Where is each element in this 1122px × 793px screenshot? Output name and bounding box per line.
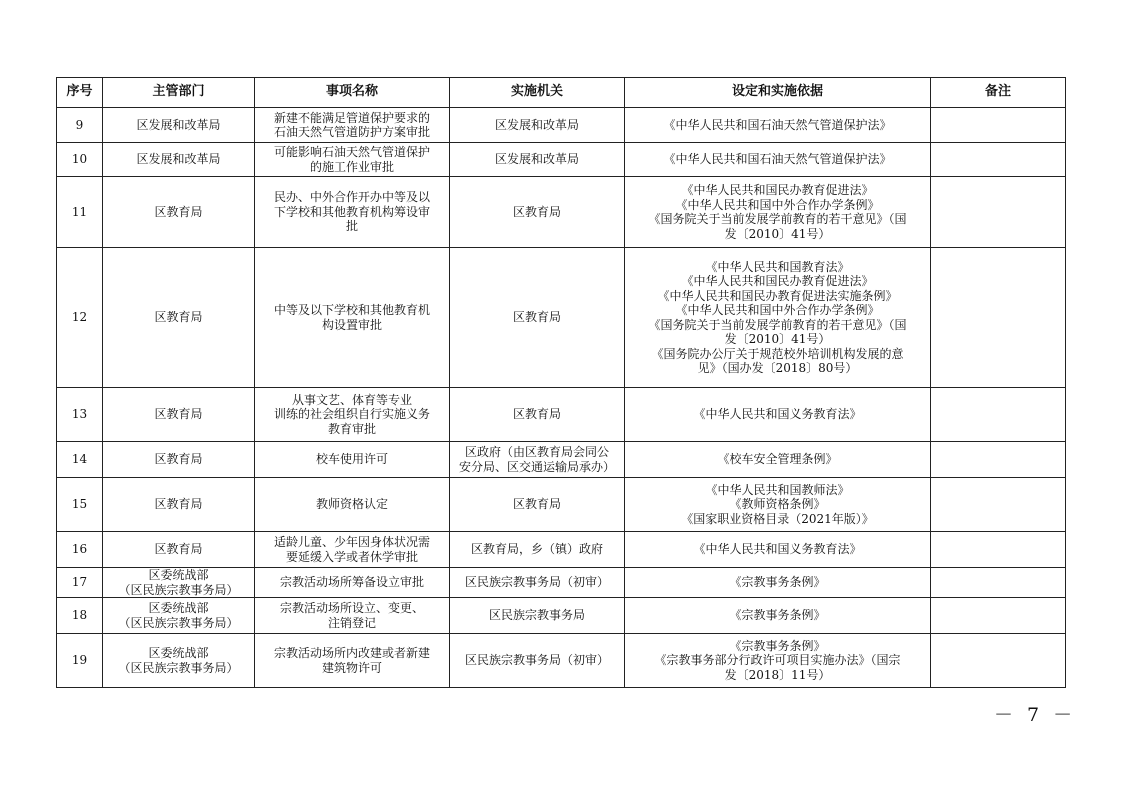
table-body: [57, 108, 1066, 688]
cell-line: 《宗教事务条例》: [729, 638, 826, 653]
cell-line: 区发展和改革局: [494, 152, 579, 167]
cell-line: 《中华人民共和国教育法》: [705, 259, 850, 274]
cell-line: 下学校和其他教育机构筹设审: [273, 204, 430, 219]
cell-line: 《中华人民共和国中外合作办学条例》: [675, 197, 880, 212]
cell-department: [103, 177, 255, 248]
cell-line: 见》（国办发〔2018〕80号）: [697, 361, 858, 375]
cell-remarks: [931, 388, 1066, 442]
cell-remarks: [931, 568, 1066, 598]
cell-basis: [625, 388, 931, 442]
cell-line: 区发展和改革局: [136, 117, 221, 132]
cell-line: 《中华人民共和国石油天然气管道保护法》: [663, 152, 892, 167]
cell-department: [103, 478, 255, 532]
table-row: [57, 478, 1066, 532]
cell-basis: [625, 532, 931, 568]
cell-line: 区教育局: [512, 310, 561, 325]
table-row: [57, 143, 1066, 177]
cell-department: [103, 143, 255, 177]
cell-index: 14: [57, 442, 103, 478]
cell-agency: [450, 108, 625, 143]
cell-department: [103, 634, 255, 688]
cell-line: 区委统战部: [148, 646, 209, 660]
cell-line: 发〔2018〕11号）: [724, 667, 831, 682]
cell-line: 区教育局: [154, 452, 203, 467]
cell-department: [103, 598, 255, 634]
header-basis: 设定和实施依据: [625, 78, 931, 108]
cell-item-name: [255, 248, 450, 388]
cell-index: 19: [57, 634, 103, 688]
cell-item-name: [255, 108, 450, 143]
cell-index: 13: [57, 388, 103, 442]
page-number: － 7 －: [994, 704, 1077, 726]
table-row: [57, 532, 1066, 568]
cell-index: 17: [57, 568, 103, 598]
cell-item-name: [255, 177, 450, 248]
cell-line: 《宗教事务条例》: [729, 608, 826, 623]
cell-line: 区教育局: [154, 542, 203, 557]
cell-line: 宗教活动场所筹备设立审批: [279, 575, 424, 590]
cell-line: 《宗教事务部分行政许可项目实施办法》（国宗: [654, 653, 901, 668]
cell-line: 《中华人民共和国民办教育促进法》: [681, 274, 874, 288]
table-row: [57, 568, 1066, 598]
cell-department: [103, 568, 255, 598]
cell-line: 《中华人民共和国民办教育促进法实施条例》: [657, 288, 898, 303]
cell-item-name: [255, 442, 450, 478]
cell-line: （区民族宗教事务局）: [118, 660, 239, 675]
header-agency: 实施机关: [450, 78, 625, 108]
cell-line: 宗教活动场所内改建或者新建: [273, 646, 430, 660]
cell-line: 《中华人民共和国教师法》: [705, 482, 850, 497]
header-department: 主管部门: [103, 78, 255, 108]
cell-line: 宗教活动场所设立、变更、: [279, 601, 424, 615]
cell-line: 教育审批: [327, 421, 376, 436]
cell-line: 《中华人民共和国中外合作办学条例》: [675, 303, 880, 317]
cell-line: 区教育局: [512, 407, 561, 422]
cell-department: [103, 442, 255, 478]
cell-line: 中等及以下学校和其他教育机: [273, 303, 430, 317]
cell-line: 《国家职业资格目录（2021年版）》: [681, 511, 874, 526]
cell-index: 15: [57, 478, 103, 532]
cell-item-name: [255, 388, 450, 442]
cell-line: 民办、中外合作开办中等及以: [273, 190, 430, 205]
cell-index: 18: [57, 598, 103, 634]
cell-item-name: [255, 598, 450, 634]
cell-index: 12: [57, 248, 103, 388]
cell-basis: [625, 108, 931, 143]
cell-line: 校车使用许可: [315, 452, 388, 467]
cell-remarks: [931, 143, 1066, 177]
cell-line: 区政府（由区教育局会同公: [464, 445, 609, 459]
cell-department: [103, 532, 255, 568]
table-row: [57, 177, 1066, 248]
cell-basis: [625, 598, 931, 634]
cell-department: [103, 108, 255, 143]
cell-agency: [450, 143, 625, 177]
cell-line: 可能影响石油天然气管道保护: [273, 145, 430, 159]
cell-remarks: [931, 598, 1066, 634]
cell-line: 训练的社会组织自行实施义务: [273, 407, 430, 422]
cell-line: 《中华人民共和国民办教育促进法》: [681, 183, 874, 197]
cell-line: 区教育局: [154, 407, 203, 422]
cell-remarks: [931, 478, 1066, 532]
cell-index: 11: [57, 177, 103, 248]
cell-index: 16: [57, 532, 103, 568]
cell-item-name: [255, 568, 450, 598]
cell-basis: [625, 248, 931, 388]
cell-basis: [625, 442, 931, 478]
cell-line: 的施工作业审批: [309, 159, 394, 174]
cell-line: 发〔2010〕41号）: [724, 332, 831, 346]
cell-department: [103, 388, 255, 442]
cell-line: 区教育局: [512, 204, 561, 219]
cell-line: 《校车安全管理条例》: [717, 452, 838, 467]
table-row: [57, 442, 1066, 478]
cell-agency: [450, 248, 625, 388]
cell-line: 区发展和改革局: [136, 152, 221, 167]
cell-agency: [450, 478, 625, 532]
cell-agency: [450, 568, 625, 598]
cell-line: 发〔2010〕41号）: [724, 226, 831, 241]
cell-line: 从事文艺、体育等专业: [291, 392, 412, 407]
header-remarks: 备注: [931, 78, 1066, 108]
cell-index: 10: [57, 143, 103, 177]
cell-agency: [450, 598, 625, 634]
cell-line: 批: [345, 219, 358, 234]
cell-line: 《中华人民共和国石油天然气管道保护法》: [663, 117, 892, 132]
cell-line: 教师资格认定: [315, 497, 388, 512]
header-index: 序号: [57, 78, 103, 108]
cell-basis: [625, 143, 931, 177]
cell-line: 《国务院办公厅关于规范校外培训机构发展的意: [651, 346, 904, 361]
cell-remarks: [931, 442, 1066, 478]
table-row: [57, 634, 1066, 688]
cell-agency: [450, 442, 625, 478]
cell-index: 9: [57, 108, 103, 143]
cell-line: 区教育局: [154, 310, 203, 325]
cell-remarks: [931, 532, 1066, 568]
cell-line: （区民族宗教事务局）: [118, 582, 239, 597]
cell-agency: [450, 532, 625, 568]
table-header-row: [57, 78, 1066, 108]
cell-basis: [625, 634, 931, 688]
cell-line: 适龄儿童、少年因身体状况需: [273, 535, 430, 549]
header-item-name: 事项名称: [255, 78, 450, 108]
cell-line: 安分局、区交通运输局承办）: [458, 459, 615, 474]
table-row: [57, 108, 1066, 143]
cell-line: 《国务院关于当前发展学前教育的若干意见》（国: [648, 212, 907, 226]
cell-line: 区委统战部: [148, 601, 209, 615]
cell-line: 区民族宗教事务局（初审）: [464, 575, 609, 590]
cell-line: 《教师资格条例》: [729, 497, 826, 512]
cell-line: 《中华人民共和国义务教育法》: [693, 542, 862, 557]
cell-line: 区教育局: [512, 497, 561, 512]
cell-line: 区发展和改革局: [494, 117, 579, 132]
cell-department: [103, 248, 255, 388]
cell-line: （区民族宗教事务局）: [118, 615, 239, 630]
table-row: [57, 598, 1066, 634]
cell-item-name: [255, 532, 450, 568]
cell-line: 石油天然气管道防护方案审批: [273, 125, 430, 139]
cell-item-name: [255, 478, 450, 532]
cell-line: 区教育局: [154, 497, 203, 512]
cell-basis: [625, 478, 931, 532]
cell-item-name: [255, 634, 450, 688]
regulation-table: [56, 77, 1066, 688]
cell-line: 区民族宗教事务局（初审）: [464, 653, 609, 668]
cell-line: 区民族宗教事务局: [488, 608, 585, 623]
table-row: [57, 388, 1066, 442]
table-row: [57, 248, 1066, 388]
cell-remarks: [931, 634, 1066, 688]
cell-line: 区教育局: [154, 204, 203, 219]
cell-remarks: [931, 108, 1066, 143]
cell-line: 建筑物许可: [321, 660, 382, 675]
cell-basis: [625, 177, 931, 248]
cell-line: 区委统战部: [148, 568, 209, 582]
cell-agency: [450, 388, 625, 442]
cell-line: 区教育局，乡（镇）政府: [470, 542, 603, 557]
cell-basis: [625, 568, 931, 598]
cell-line: 《宗教事务条例》: [729, 575, 826, 590]
cell-line: 要延缓入学或者休学审批: [285, 549, 418, 564]
cell-line: 新建不能满足管道保护要求的: [273, 110, 430, 125]
cell-agency: [450, 634, 625, 688]
cell-remarks: [931, 248, 1066, 388]
cell-line: 《中华人民共和国义务教育法》: [693, 407, 862, 422]
cell-line: 《国务院关于当前发展学前教育的若干意见》（国: [648, 317, 907, 332]
cell-agency: [450, 177, 625, 248]
cell-remarks: [931, 177, 1066, 248]
cell-item-name: [255, 143, 450, 177]
cell-line: 注销登记: [327, 615, 376, 630]
cell-line: 构设置审批: [321, 317, 382, 332]
